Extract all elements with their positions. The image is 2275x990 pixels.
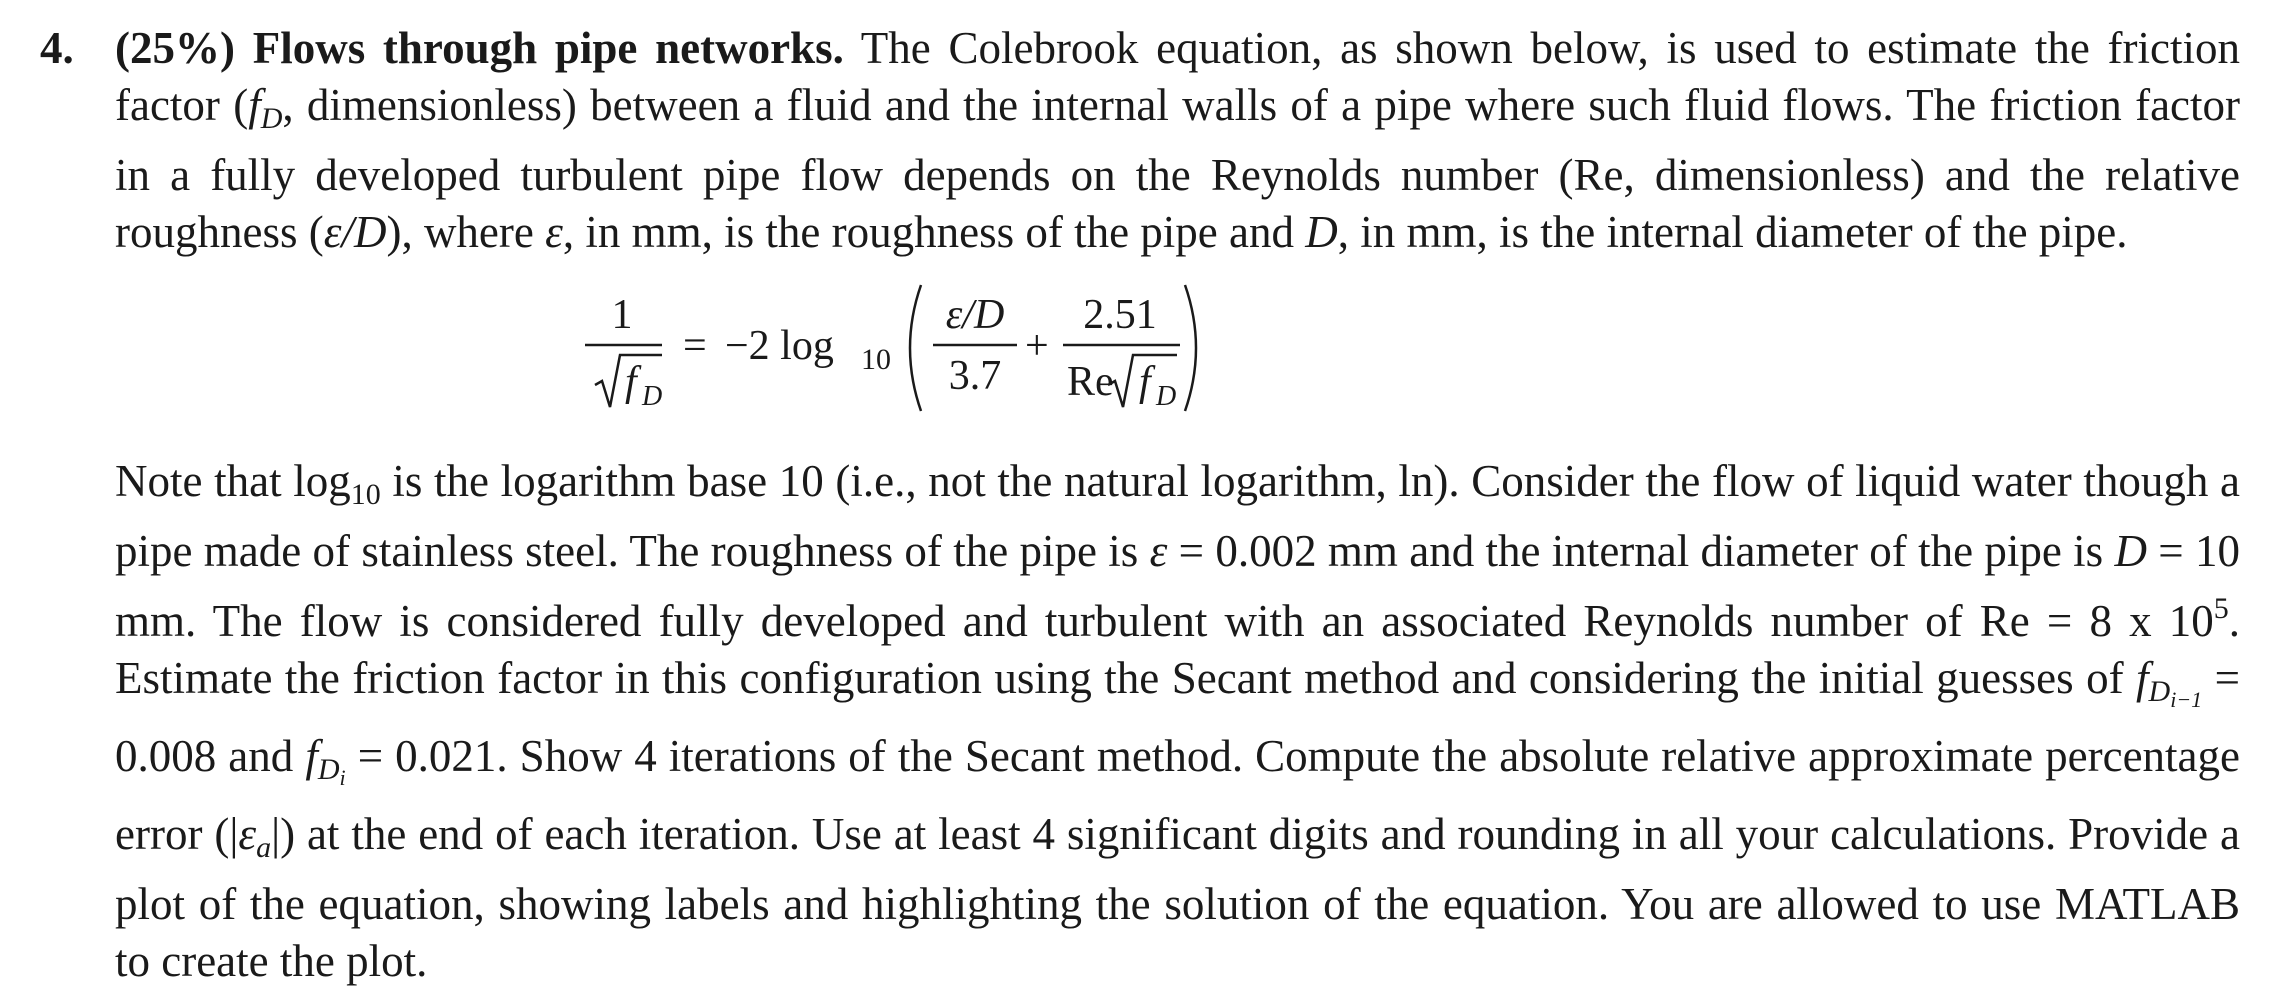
guess2-subsub: i xyxy=(339,765,346,790)
diameter-symbol-2: D xyxy=(2114,526,2147,576)
reynolds-exponent: 5 xyxy=(2213,592,2229,625)
body-paragraph xyxy=(115,453,2240,990)
body-text-d: = 10 mm. The flow is considered fully developed and turbulent with an associated Reynolds number of Re = 8 x 10 xyxy=(115,526,2240,646)
problem-4 xyxy=(40,20,2240,990)
equals-sign: = xyxy=(683,323,707,369)
fd-subscript: D xyxy=(260,102,283,135)
epsilon-symbol-2: ε xyxy=(1149,526,1168,576)
epsilon-symbol: ε xyxy=(545,207,563,257)
guess2-sub: Di xyxy=(317,753,346,790)
error-epsilon: ε xyxy=(238,809,257,859)
term1-denominator: 3.7 xyxy=(948,353,1002,399)
body-text-f: = 0.008 and xyxy=(115,653,2240,781)
intro-text-b: , dimensionless) between a fluid and the internal walls of a pipe where such fluid flows. The friction factor in a fully developed turbulent pipe flow depends on the Reynolds number (Re, dimensionless) and the relative roughness ( xyxy=(115,80,2240,257)
fd-symbol: f xyxy=(248,80,261,130)
problem-weight: (25%) xyxy=(115,23,235,73)
intro-text-e: , in mm, is the internal diameter of the pipe. xyxy=(1337,207,2128,257)
plus-sign: + xyxy=(1025,323,1049,369)
term2-den-f: f xyxy=(1139,359,1151,405)
intro-text-a: The Colebrook equation, as shown below, is used to estimate the friction factor ( xyxy=(115,23,2240,130)
guess1-subsub: i−1 xyxy=(2170,687,2203,712)
right-parenthesis xyxy=(1185,285,1196,411)
term2-den-re: Re xyxy=(1067,359,1114,405)
body-text-c: = 0.002 mm and the internal diameter of the pipe is xyxy=(1167,526,2115,576)
intro-text-d: , in mm, is the roughness of the pipe and xyxy=(562,207,1306,257)
guess2-f: f xyxy=(305,731,318,781)
colebrook-equation xyxy=(115,263,2240,453)
left-parenthesis xyxy=(910,285,921,411)
problem-text xyxy=(115,20,2240,990)
lhs-den-f: f xyxy=(625,359,637,405)
log-base: 10 xyxy=(861,343,891,376)
term1-numerator: ε/D xyxy=(945,292,1005,338)
guess1-f: f xyxy=(2136,653,2149,703)
body-text-e: . Estimate the friction factor in this configuration using the Secant method and considering the initial guesses of xyxy=(115,596,2240,703)
relative-roughness-symbol: ε/D xyxy=(323,207,387,257)
body-text-g: = 0.021. Show 4 iterations of the Secant method. Compute the absolute relative approximate percentage error (| xyxy=(115,731,2240,859)
problem-number: 4. xyxy=(40,23,74,73)
body-text-h: |) at the end of each iteration. Use at least 4 significant digits and rounding in all your calculations. Provide a plot of the equation, showing labels and highlighting the solution of the equation. You are allowed to use MATLAB to create the plot. xyxy=(115,809,2240,986)
lhs-den-sub: D xyxy=(642,381,663,412)
intro-paragraph xyxy=(115,20,2240,261)
term2-den-sub: D xyxy=(1156,381,1177,412)
body-text-a: Note that log xyxy=(115,456,351,506)
intro-text-c: ), where xyxy=(386,207,546,257)
guess1-sub: Di−1 xyxy=(2148,675,2203,712)
body-text-b: is the logarithm base 10 (i.e., not the natural logarithm, ln). Consider the flow of liquid water though a pipe made of stainless steel. The roughness of the pipe is xyxy=(115,456,2240,576)
error-subscript: a xyxy=(256,831,272,864)
log-subscript: 10 xyxy=(350,478,381,511)
lhs-numerator: 1 xyxy=(611,292,633,338)
problem-title: Flows through pipe networks. xyxy=(252,23,844,73)
term2-numerator: 2.51 xyxy=(1083,292,1157,338)
log-coefficient: −2 log xyxy=(725,323,834,369)
diameter-symbol: D xyxy=(1305,207,1338,257)
